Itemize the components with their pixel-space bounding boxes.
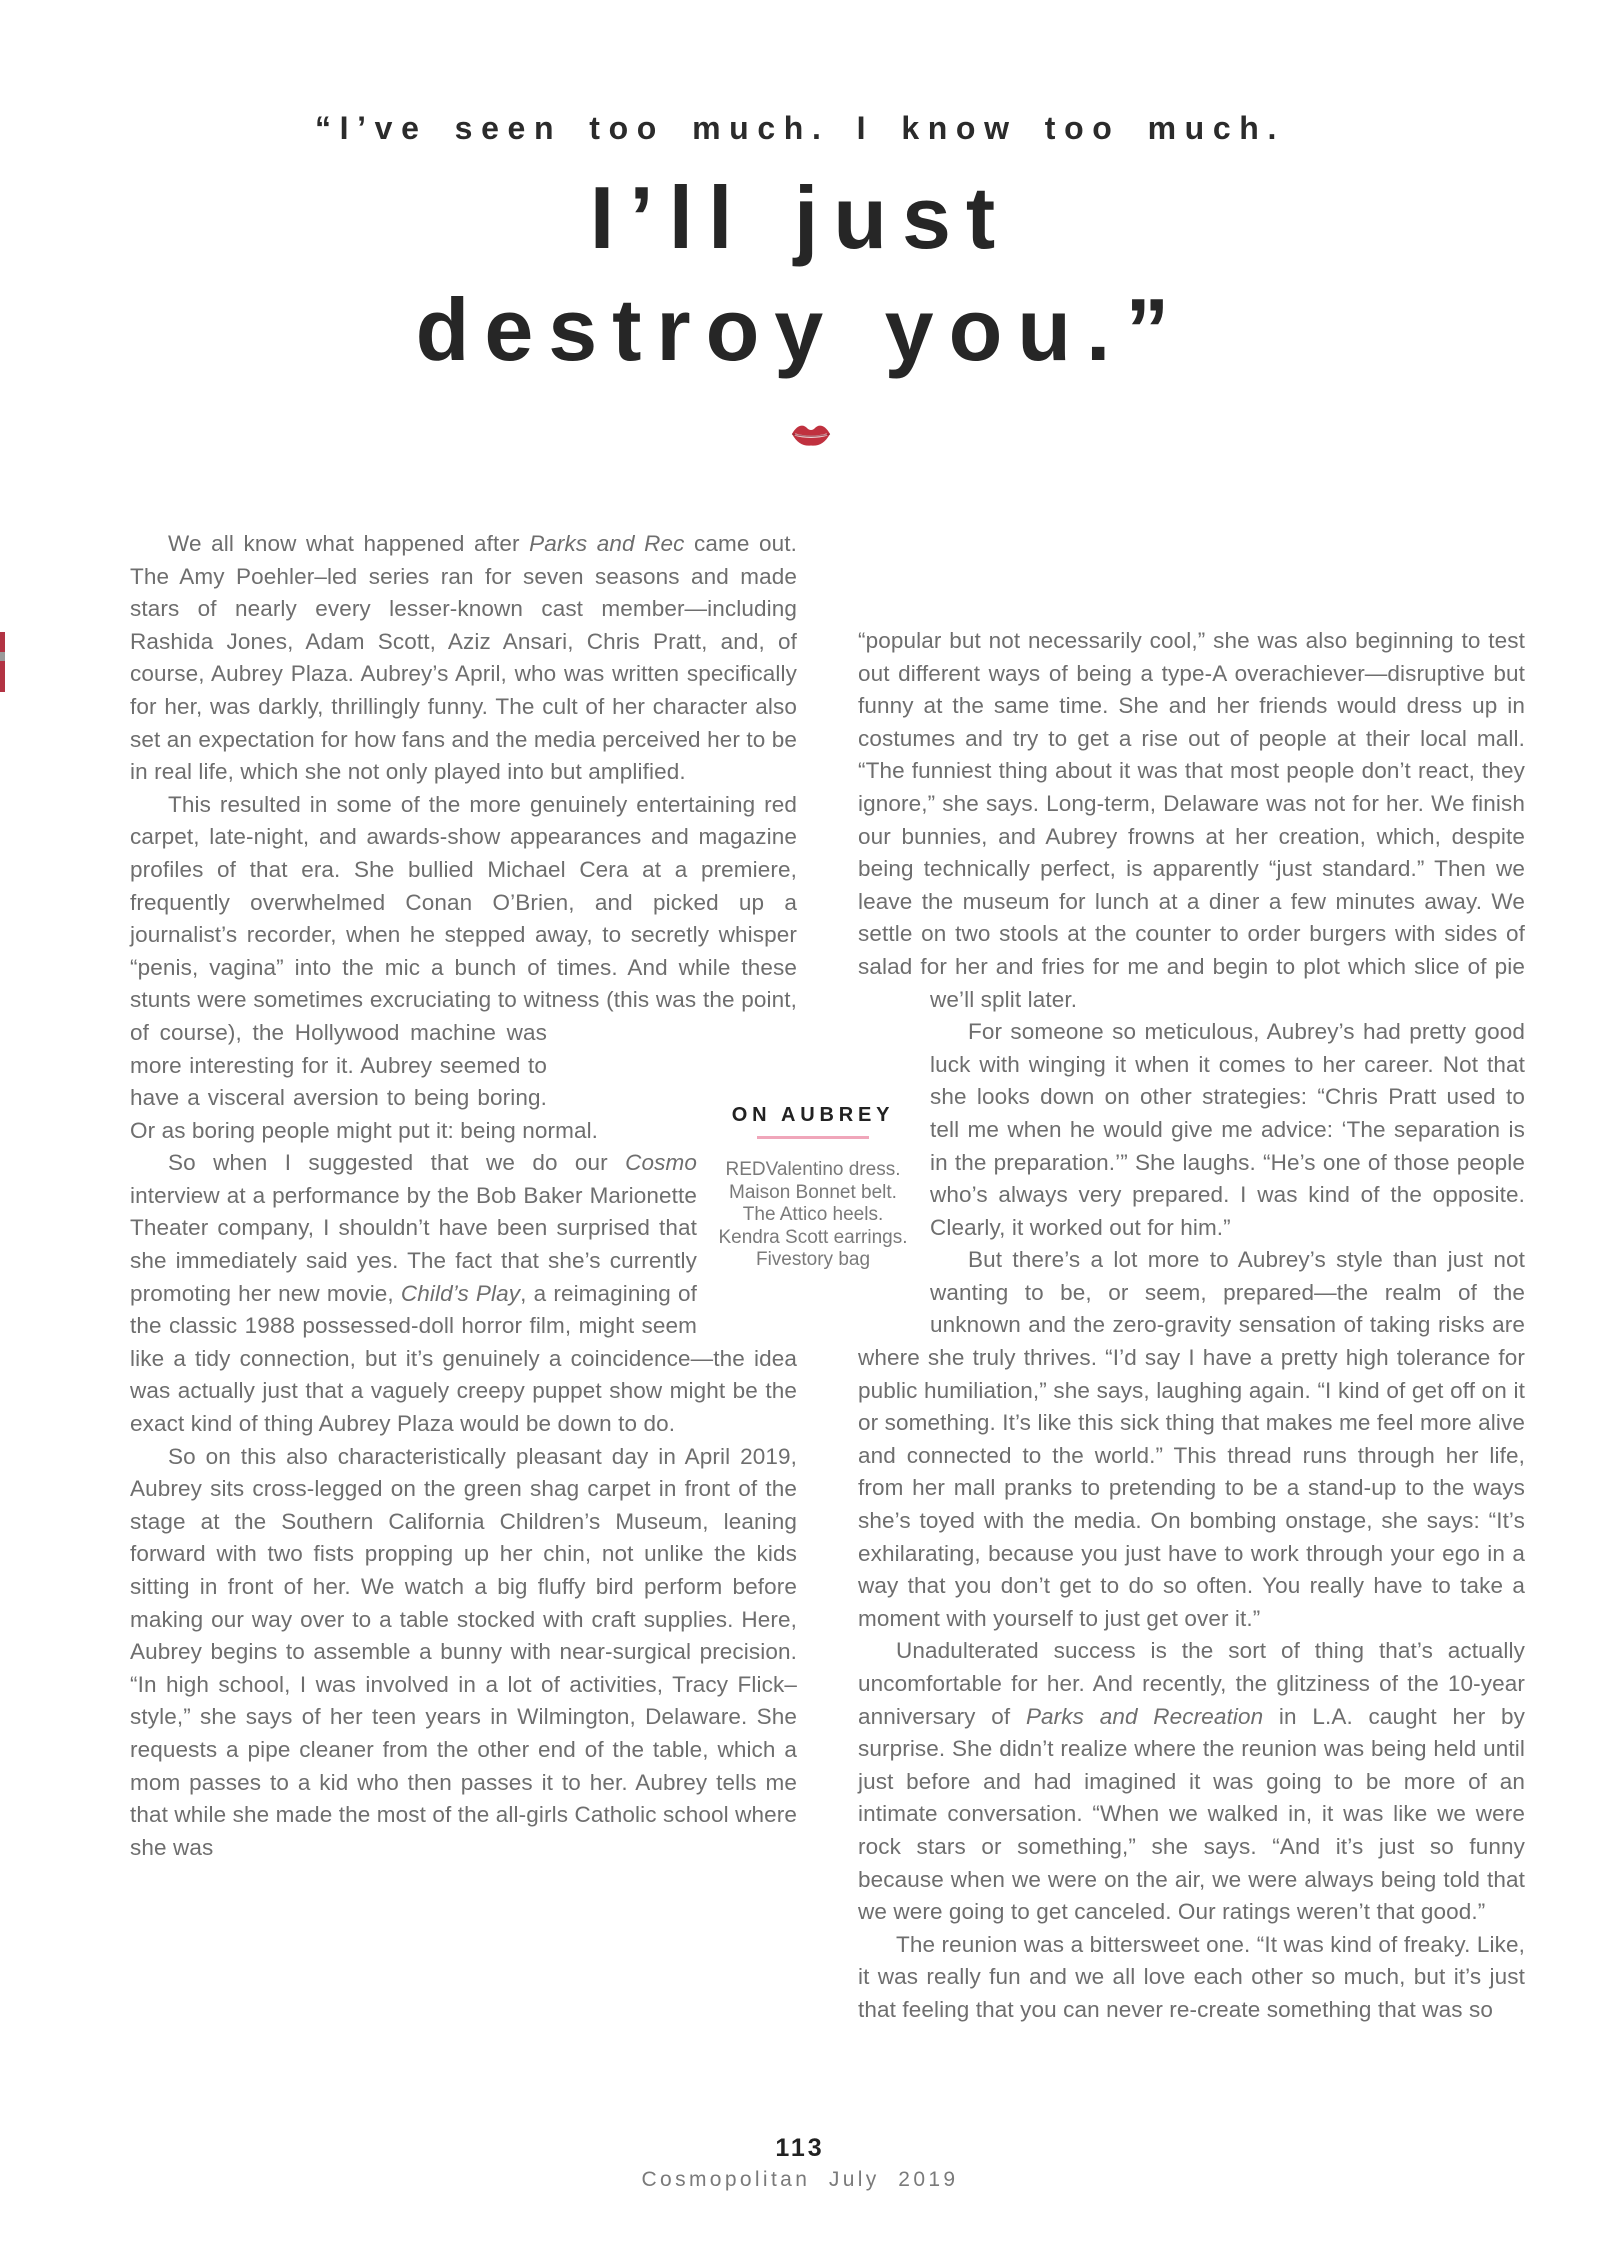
fashion-credits-box (718, 1104, 908, 1272)
page-edge-print-mark (0, 632, 5, 692)
italic-text: Child’s Play (400, 1280, 521, 1306)
body-text: , a reimagining of the classic 1988 possessed-doll horror film, might seem like a tidy connection, but it’s genuinely a coincidence—the idea was actually just that a vaguely creepy puppet show might be the exact kind of thing Aubrey Plaza would be down to do. (130, 1280, 797, 1437)
headline-line-2: destroy you.” (415, 280, 1185, 379)
credit-item: Fivestory bag (755, 1249, 871, 1271)
paragraph (130, 1147, 797, 1440)
paragraph (130, 528, 797, 789)
italic-text: Parks and Recreation (1025, 1703, 1264, 1729)
body-text: “popular but not necessarily cool,” she was also beginning to test out different ways of being a type-A overachiever—disruptive but funny at the same time. She and her friends would dress up in costumes and try to get a rise out of people at their local mall. “The funniest thing about it was that most people don’t react, they ignore,” she says. Long-term, Delaware was not for her. We finish our bunnies, and Aubrey frowns at her creation, which, despite being technically perfect, is apparently “just standard.” Then we leave the museum for lunch at a diner a few minutes away. We settle on two stools at the counter to order burgers with sides of salad for her and fries for me and begin to plot which slice of pie we’ll split later. (858, 628, 1525, 1012)
body-text: For someone so meticulous, Aubrey’s had pretty good luck with winging it when it comes to her career. Not that she looks down on other strategies: “Chris Pratt used to tell me when he would give me advice: ‘The separation is in the preparation.’” She laughs. “He’s one of those people who’s always very prepared. I was kind of the opposite. Clearly, it worked out for him.” (930, 1019, 1525, 1240)
left-column (130, 528, 797, 1868)
credit-item: Maison Bonnet belt. (729, 1181, 897, 1203)
paragraph (858, 1635, 1525, 1928)
credits-title: ON AUBREY (731, 1104, 895, 1126)
italic-text: Cosmo (625, 1150, 697, 1176)
headline-line-1: I’ll just (589, 168, 1011, 267)
credit-item: REDValentino dress. (725, 1159, 901, 1180)
edge-mark-red-top (0, 632, 5, 652)
edge-mark-red-bottom (0, 661, 5, 692)
body-text: So on this also characteristically pleasant day in April 2019, Aubrey sits cross-legged on the green shag carpet in front of the stage at the Southern California Children’s Museum, leaning forward with two fists propping up her chin, not unlike the kids sitting in front of her. We watch a big fluffy bird perform before making our way over to a table stocked with craft supplies. Here, Aubrey begins to assemble a bunny with near-surgical precision. “In high school, I was involved in a lot of activities, Tracy Flick–style,” she says of her teen years in Wilmington, Delaware. She requests a pipe cleaner from the other end of the table, which a mom passes to a kid who then passes it to her. Aubrey tells me that while she made the most of the all-girls Catholic school where she was (130, 1443, 797, 1860)
headline (0, 162, 1600, 386)
right-column (858, 625, 1525, 2085)
credits-underline (757, 1136, 869, 1139)
paragraph (858, 1244, 1525, 1635)
paragraph (858, 625, 1525, 1016)
credits-list (718, 1159, 908, 1272)
body-text: came out. The Amy Poehler–led series ran for seven seasons and made stars of nearly every lesser-known cast member—including Rashida Jones, Adam Scott, Aziz Ansari, Chris Pratt, and, of course, Aubrey Plaza. Aubrey’s April, who was written specifically for her, was darkly, thrillingly funny. The cult of her character also set an expectation for how fans and the media perceived her to be in real life, which she not only played into but amplified. (130, 531, 797, 785)
lips-icon (790, 420, 832, 450)
magazine-footer: Cosmopolitan July 2019 (641, 2168, 959, 2191)
edge-mark-gray (0, 652, 5, 661)
body-text: We all know what happened after (168, 531, 530, 556)
body-text: interview at a performance by the Bob Baker Marionette Theater company, I shouldn’t have been surprised that she immediately said yes. The fact that she’s currently promoting her new movie, (130, 1182, 697, 1306)
credit-item: Kendra Scott earrings. (718, 1226, 908, 1248)
page-number: 113 (775, 2134, 825, 2162)
body-text: But there’s a lot more to Aubrey’s style than just not wanting to be, or seem, prepared—the realm of the unknown and the zero-gravity sensation of taking risks are where she truly thrives. “I’d say I have a pretty high tolerance for public humiliation,” she says, laughing again. “I kind of get off on it or something. It’s like this sick thing that makes me feel more alive and connected to the world.” This thread runs through her life, from her mall pranks to pretending to be a stand-up to the ways she’s toyed with the media. On bombing onstage, she says: “It’s exhilarating, because you just have to work through your ego in a way that you don’t get to do so often. You really have to take a moment with yourself to just get over it.” (858, 1247, 1525, 1631)
body-text: The reunion was a bittersweet one. “It was kind of freaky. Like, it was really fun and we all love each other so much, but it’s just that feeling that you can never re-create something that was so (858, 1931, 1525, 2022)
italic-text: Parks and Rec (529, 531, 685, 556)
body-text: So when I suggested that we do our (168, 1150, 626, 1176)
body-text: in L.A. caught her by surprise. She didn’t realize where the reunion was being held until just before and had imagined it was going to be more of an intimate conversation. “When we walked in, it was like we were rock stars or something,” she says. “And it’s just so funny because when we were on the air, we were always being told that we were going to get canceled. Our ratings weren’t that good.” (858, 1703, 1525, 1925)
paragraph (858, 1929, 1525, 2027)
pull-quote-kicker: “I’ve seen too much. I know too much. (314, 110, 1286, 146)
paragraph (130, 1441, 797, 1865)
body-text: This resulted in some of the more genuinely entertaining red carpet, late-night, and awards-show appearances and magazine profiles of that era. She bullied Michael Cera at a premiere, frequently overwhelmed Conan O’Brien, and picked up a journalist’s recorder, when he stepped away, to secretly whisper “penis, vagina” into the mic a bunch of times. And while these stunts were sometimes excruciating to witness (this was the point, of course), the Hollywood machine was more interesting for it. Aubrey seemed to have a visceral aversion to being boring. Or as boring people might put it: being normal. (130, 791, 797, 1143)
credit-item: The Attico heels. (742, 1204, 884, 1226)
paragraph (858, 1016, 1525, 1244)
body-text: Unadulterated success is the sort of thing that’s actually uncomfortable for her. And recently, the glitziness of the 10-year anniversary of (858, 1638, 1525, 1729)
